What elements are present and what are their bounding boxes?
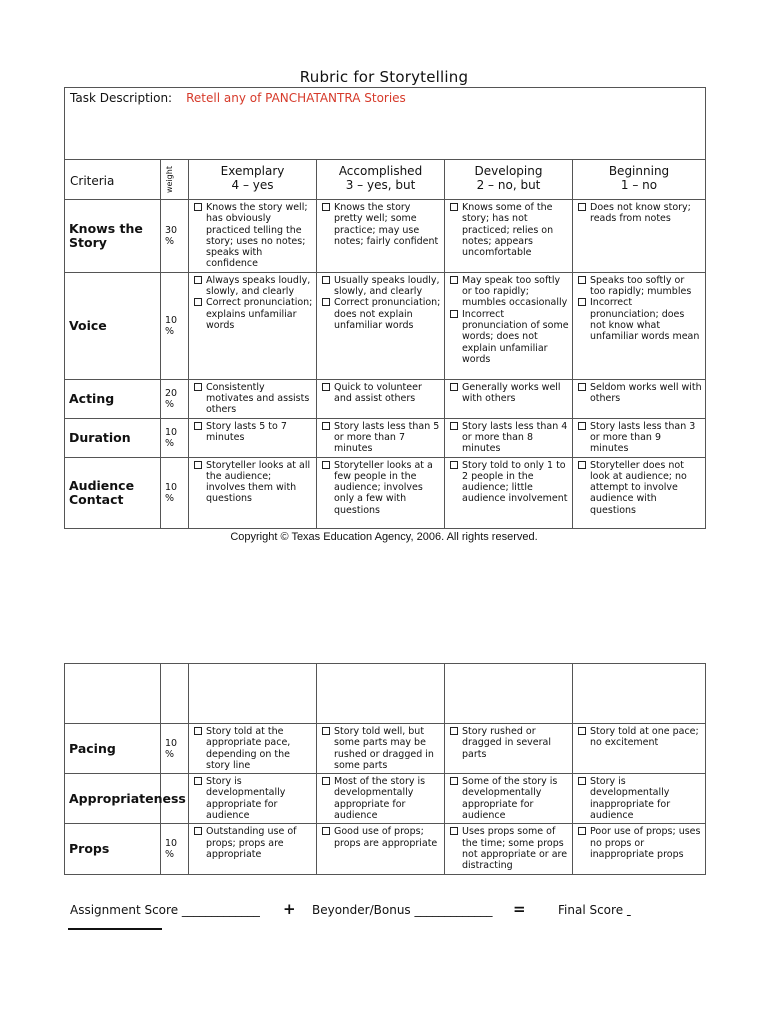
plus-sign: + <box>283 900 296 918</box>
level-header-accomplished <box>317 160 445 200</box>
checkbox-icon[interactable] <box>322 422 330 430</box>
descriptor-text: Story told at the appropriate pace, depending on the story line <box>206 726 291 771</box>
checkbox-icon[interactable] <box>322 298 330 306</box>
descriptor-item <box>577 275 702 298</box>
checkbox-icon[interactable] <box>578 827 586 835</box>
criterion-name: Knows the Story <box>65 200 161 273</box>
descriptor-text: Knows some of the story; has not practiced; relies on notes; appears uncomfortable <box>462 202 554 259</box>
descriptor-cell <box>189 724 317 774</box>
blank-cell <box>445 664 573 724</box>
criterion-row <box>65 774 706 824</box>
descriptor-text: Story lasts less than 4 or more than 8 minutes <box>462 420 568 455</box>
checkbox-icon[interactable] <box>194 422 202 430</box>
descriptor-cell <box>189 379 317 418</box>
level-header-developing <box>445 160 573 200</box>
checkbox-icon[interactable] <box>450 777 458 785</box>
checkbox-icon[interactable] <box>450 383 458 391</box>
criterion-weight: 10 % <box>161 418 189 457</box>
header-row <box>65 160 706 200</box>
descriptor-text: Correct pronunciation; explains unfamiliar words <box>206 297 313 331</box>
descriptor-item <box>449 776 569 821</box>
level-name: Beginning <box>608 164 670 178</box>
checkbox-icon[interactable] <box>450 310 458 318</box>
descriptor-item <box>577 421 702 455</box>
descriptor-cell <box>573 272 706 379</box>
criterion-row <box>65 379 706 418</box>
descriptor-text: Knows the story well; has obviously practiced telling the story; uses no notes; speaks with confidence <box>206 202 308 270</box>
descriptor-cell <box>317 724 445 774</box>
descriptor-cell <box>317 418 445 457</box>
blank-cell <box>65 664 161 724</box>
checkbox-icon[interactable] <box>322 276 330 284</box>
blank-header-row <box>65 664 706 724</box>
descriptor-cell <box>445 418 573 457</box>
criterion-name: Audience Contact <box>65 457 161 528</box>
descriptor-text: Storyteller looks at a few people in the audience; involves only a few with questions <box>334 459 433 516</box>
descriptor-text: Storyteller looks at all the audience; involves them with questions <box>206 459 311 505</box>
descriptor-item <box>193 726 313 771</box>
descriptor-item <box>449 460 569 505</box>
descriptor-item <box>321 382 441 405</box>
descriptor-item <box>193 421 313 444</box>
descriptor-cell <box>445 457 573 528</box>
descriptor-text: Outstanding use of props; props are appropriate <box>206 826 297 860</box>
descriptor-text: Poor use of props; uses no props or inappropriate props <box>590 826 701 860</box>
task-description <box>65 88 706 160</box>
checkbox-icon[interactable] <box>194 203 202 211</box>
descriptor-item <box>193 202 313 270</box>
checkbox-icon[interactable] <box>322 383 330 391</box>
level-header-exemplary <box>189 160 317 200</box>
assignment-score: Assignment Score _____________ <box>70 903 260 917</box>
blank-cell <box>189 664 317 724</box>
descriptor-text: Incorrect pronunciation; does not know what unfamiliar words mean <box>590 297 700 343</box>
descriptor-text: Quick to volunteer and assist others <box>334 381 422 405</box>
weight-header <box>161 160 189 200</box>
rubric-table-continued <box>64 663 706 875</box>
descriptor-item <box>449 421 569 455</box>
descriptor-item <box>193 460 313 505</box>
checkbox-icon[interactable] <box>322 777 330 785</box>
descriptor-item <box>577 726 702 749</box>
descriptor-cell <box>573 457 706 528</box>
descriptor-item <box>577 826 702 860</box>
checkbox-icon[interactable] <box>194 777 202 785</box>
criterion-weight: 10 % <box>161 824 189 874</box>
task-label: Task Description: <box>70 91 173 105</box>
final-score <box>558 903 631 917</box>
descriptor-item <box>449 826 569 871</box>
level-score: 1 – no <box>620 178 658 192</box>
descriptor-text: Story told at one pace; no excitement <box>590 726 699 749</box>
descriptor-text: Story is developmentally appropriate for audience <box>206 776 286 822</box>
descriptor-item <box>193 297 313 331</box>
descriptor-cell <box>317 379 445 418</box>
checkbox-icon[interactable] <box>450 203 458 211</box>
criterion-name: Voice <box>65 272 161 379</box>
checkbox-icon[interactable] <box>322 461 330 469</box>
descriptor-text: Seldom works well with others <box>590 381 702 405</box>
checkbox-icon[interactable] <box>450 727 458 735</box>
descriptor-text: Story lasts 5 to 7 minutes <box>206 420 287 443</box>
final-score-label: Final Score <box>558 903 624 917</box>
descriptor-item <box>321 275 441 298</box>
blank-cell <box>573 664 706 724</box>
level-score: 4 – yes <box>231 178 274 192</box>
criterion-name: Props <box>65 824 161 874</box>
criterion-weight: 10 % <box>161 457 189 528</box>
checkbox-icon[interactable] <box>194 827 202 835</box>
descriptor-cell <box>189 200 317 273</box>
criterion-row <box>65 200 706 273</box>
criterion-name: Duration <box>65 418 161 457</box>
descriptor-item <box>321 826 441 849</box>
descriptor-text: Story lasts less than 5 or more than 7 minutes <box>334 420 440 455</box>
checkbox-icon[interactable] <box>578 461 586 469</box>
descriptor-text: Story told well, but some parts may be rushed or dragged in some parts <box>334 726 434 771</box>
descriptor-item <box>193 275 313 298</box>
descriptor-cell <box>445 379 573 418</box>
descriptor-cell <box>317 272 445 379</box>
descriptor-cell <box>317 824 445 874</box>
criterion-name: Appropriateness <box>65 774 161 824</box>
checkbox-icon[interactable] <box>450 827 458 835</box>
descriptor-text: Story rushed or dragged in several parts <box>462 726 552 760</box>
descriptor-cell <box>445 200 573 273</box>
descriptor-text: Correct pronunciation; does not explain unfamiliar words <box>334 297 441 331</box>
descriptor-text: Story is developmentally inappropriate for audience <box>590 776 671 822</box>
criterion-weight: 20 % <box>161 379 189 418</box>
checkbox-icon[interactable] <box>578 298 586 306</box>
descriptor-item <box>321 421 441 455</box>
descriptor-text: May speak too softly or too rapidly; mumbles occasionally <box>462 274 568 309</box>
criteria-rows <box>65 200 706 529</box>
task-value: Retell any of PANCHATANTRA Stories <box>186 91 406 105</box>
checkbox-icon[interactable] <box>194 298 202 306</box>
descriptor-text: Story told to only 1 to 2 people in the audience; little audience involvement <box>462 459 568 505</box>
criteria-rows-continued <box>65 724 706 875</box>
descriptor-item <box>321 297 441 331</box>
descriptor-item <box>577 297 702 342</box>
criterion-row <box>65 272 706 379</box>
descriptor-cell <box>445 272 573 379</box>
descriptor-cell <box>189 774 317 824</box>
descriptor-cell <box>573 774 706 824</box>
descriptor-cell <box>445 774 573 824</box>
checkbox-icon[interactable] <box>578 727 586 735</box>
copyright: Copyright © Texas Education Agency, 2006. All rights reserved. <box>230 531 538 543</box>
descriptor-cell <box>189 418 317 457</box>
checkbox-icon[interactable] <box>450 422 458 430</box>
descriptor-text: Generally works well with others <box>462 381 561 405</box>
rubric-table <box>64 87 706 529</box>
criteria-header: Criteria <box>65 160 161 200</box>
descriptor-text: Always speaks loudly, slowly, and clearly <box>206 274 311 298</box>
level-score: 3 – yes, but <box>345 178 416 192</box>
criterion-weight: 30 % <box>161 200 189 273</box>
descriptor-item <box>193 826 313 860</box>
level-name: Exemplary <box>220 164 285 178</box>
checkbox-icon[interactable] <box>578 777 586 785</box>
descriptor-item <box>577 460 702 516</box>
page-title: Rubric for Storytelling <box>299 68 469 86</box>
descriptor-cell <box>317 774 445 824</box>
descriptor-text: Uses props some of the time; some props not appropriate or are distracting <box>462 826 568 872</box>
descriptor-text: Story lasts less than 3 or more than 9 minutes <box>590 420 696 455</box>
descriptor-text: Incorrect pronunciation of some words; does not explain unfamiliar words <box>462 308 569 365</box>
weight-header-label: weight <box>165 166 174 193</box>
blank-cell <box>317 664 445 724</box>
descriptor-text: Storyteller does not look at audience; no attempt to involve audience with questions <box>590 459 687 516</box>
descriptor-item <box>193 776 313 821</box>
descriptor-cell <box>573 824 706 874</box>
criterion-weight: 10 % <box>161 272 189 379</box>
descriptor-item <box>449 382 569 405</box>
descriptor-item <box>193 382 313 416</box>
descriptor-text: Usually speaks loudly, slowly, and clearly <box>334 274 440 298</box>
level-name: Accomplished <box>338 164 423 178</box>
criterion-weight: 10 % <box>161 724 189 774</box>
descriptor-text: Good use of props; props are appropriate <box>334 826 438 849</box>
descriptor-item <box>449 202 569 258</box>
descriptor-cell <box>573 724 706 774</box>
criterion-row <box>65 457 706 528</box>
descriptor-item <box>321 776 441 821</box>
descriptor-item <box>321 460 441 516</box>
descriptor-text: Consistently motivates and assists others <box>206 381 310 416</box>
descriptor-item <box>449 726 569 760</box>
descriptor-text: Does not know story; reads from notes <box>590 202 691 225</box>
checkbox-icon[interactable] <box>450 461 458 469</box>
descriptor-cell <box>445 824 573 874</box>
checkbox-icon[interactable] <box>578 422 586 430</box>
checkbox-icon[interactable] <box>194 461 202 469</box>
descriptor-item <box>577 382 702 405</box>
descriptor-cell <box>189 272 317 379</box>
final-score-blank <box>68 928 162 930</box>
checkbox-icon[interactable] <box>322 727 330 735</box>
descriptor-text: Most of the story is developmentally appropriate for audience <box>334 776 426 822</box>
descriptor-item <box>449 309 569 365</box>
descriptor-cell <box>317 457 445 528</box>
checkbox-icon[interactable] <box>450 276 458 284</box>
checkbox-icon[interactable] <box>578 203 586 211</box>
level-score: 2 – no, but <box>476 178 541 192</box>
equals-sign: = <box>513 900 526 918</box>
descriptor-cell <box>573 418 706 457</box>
descriptor-text: Speaks too softly or too rapidly; mumbles <box>590 274 692 298</box>
criterion-name: Pacing <box>65 724 161 774</box>
descriptor-cell <box>573 200 706 273</box>
checkbox-icon[interactable] <box>578 383 586 391</box>
level-name: Developing <box>474 164 543 178</box>
descriptor-item <box>321 726 441 771</box>
descriptor-cell <box>189 457 317 528</box>
descriptor-item <box>449 275 569 309</box>
level-header-beginning <box>573 160 706 200</box>
bonus-score: Beyonder/Bonus _____________ <box>312 903 493 917</box>
checkbox-icon[interactable] <box>194 276 202 284</box>
descriptor-item <box>577 776 702 821</box>
criterion-row <box>65 418 706 457</box>
descriptor-cell <box>445 724 573 774</box>
descriptor-cell <box>317 200 445 273</box>
blank-cell <box>161 664 189 724</box>
criterion-row <box>65 724 706 774</box>
descriptor-item <box>577 202 702 225</box>
checkbox-icon[interactable] <box>194 727 202 735</box>
descriptor-cell <box>189 824 317 874</box>
descriptor-cell <box>573 379 706 418</box>
criterion-name: Acting <box>65 379 161 418</box>
criterion-row <box>65 824 706 874</box>
descriptor-item <box>321 202 441 247</box>
descriptor-text: Some of the story is developmentally appropriate for audience <box>462 776 558 822</box>
checkbox-icon[interactable] <box>322 203 330 211</box>
checkbox-icon[interactable] <box>322 827 330 835</box>
checkbox-icon[interactable] <box>194 383 202 391</box>
checkbox-icon[interactable] <box>578 276 586 284</box>
descriptor-text: Knows the story pretty well; some practice; may use notes; fairly confident <box>334 202 439 247</box>
